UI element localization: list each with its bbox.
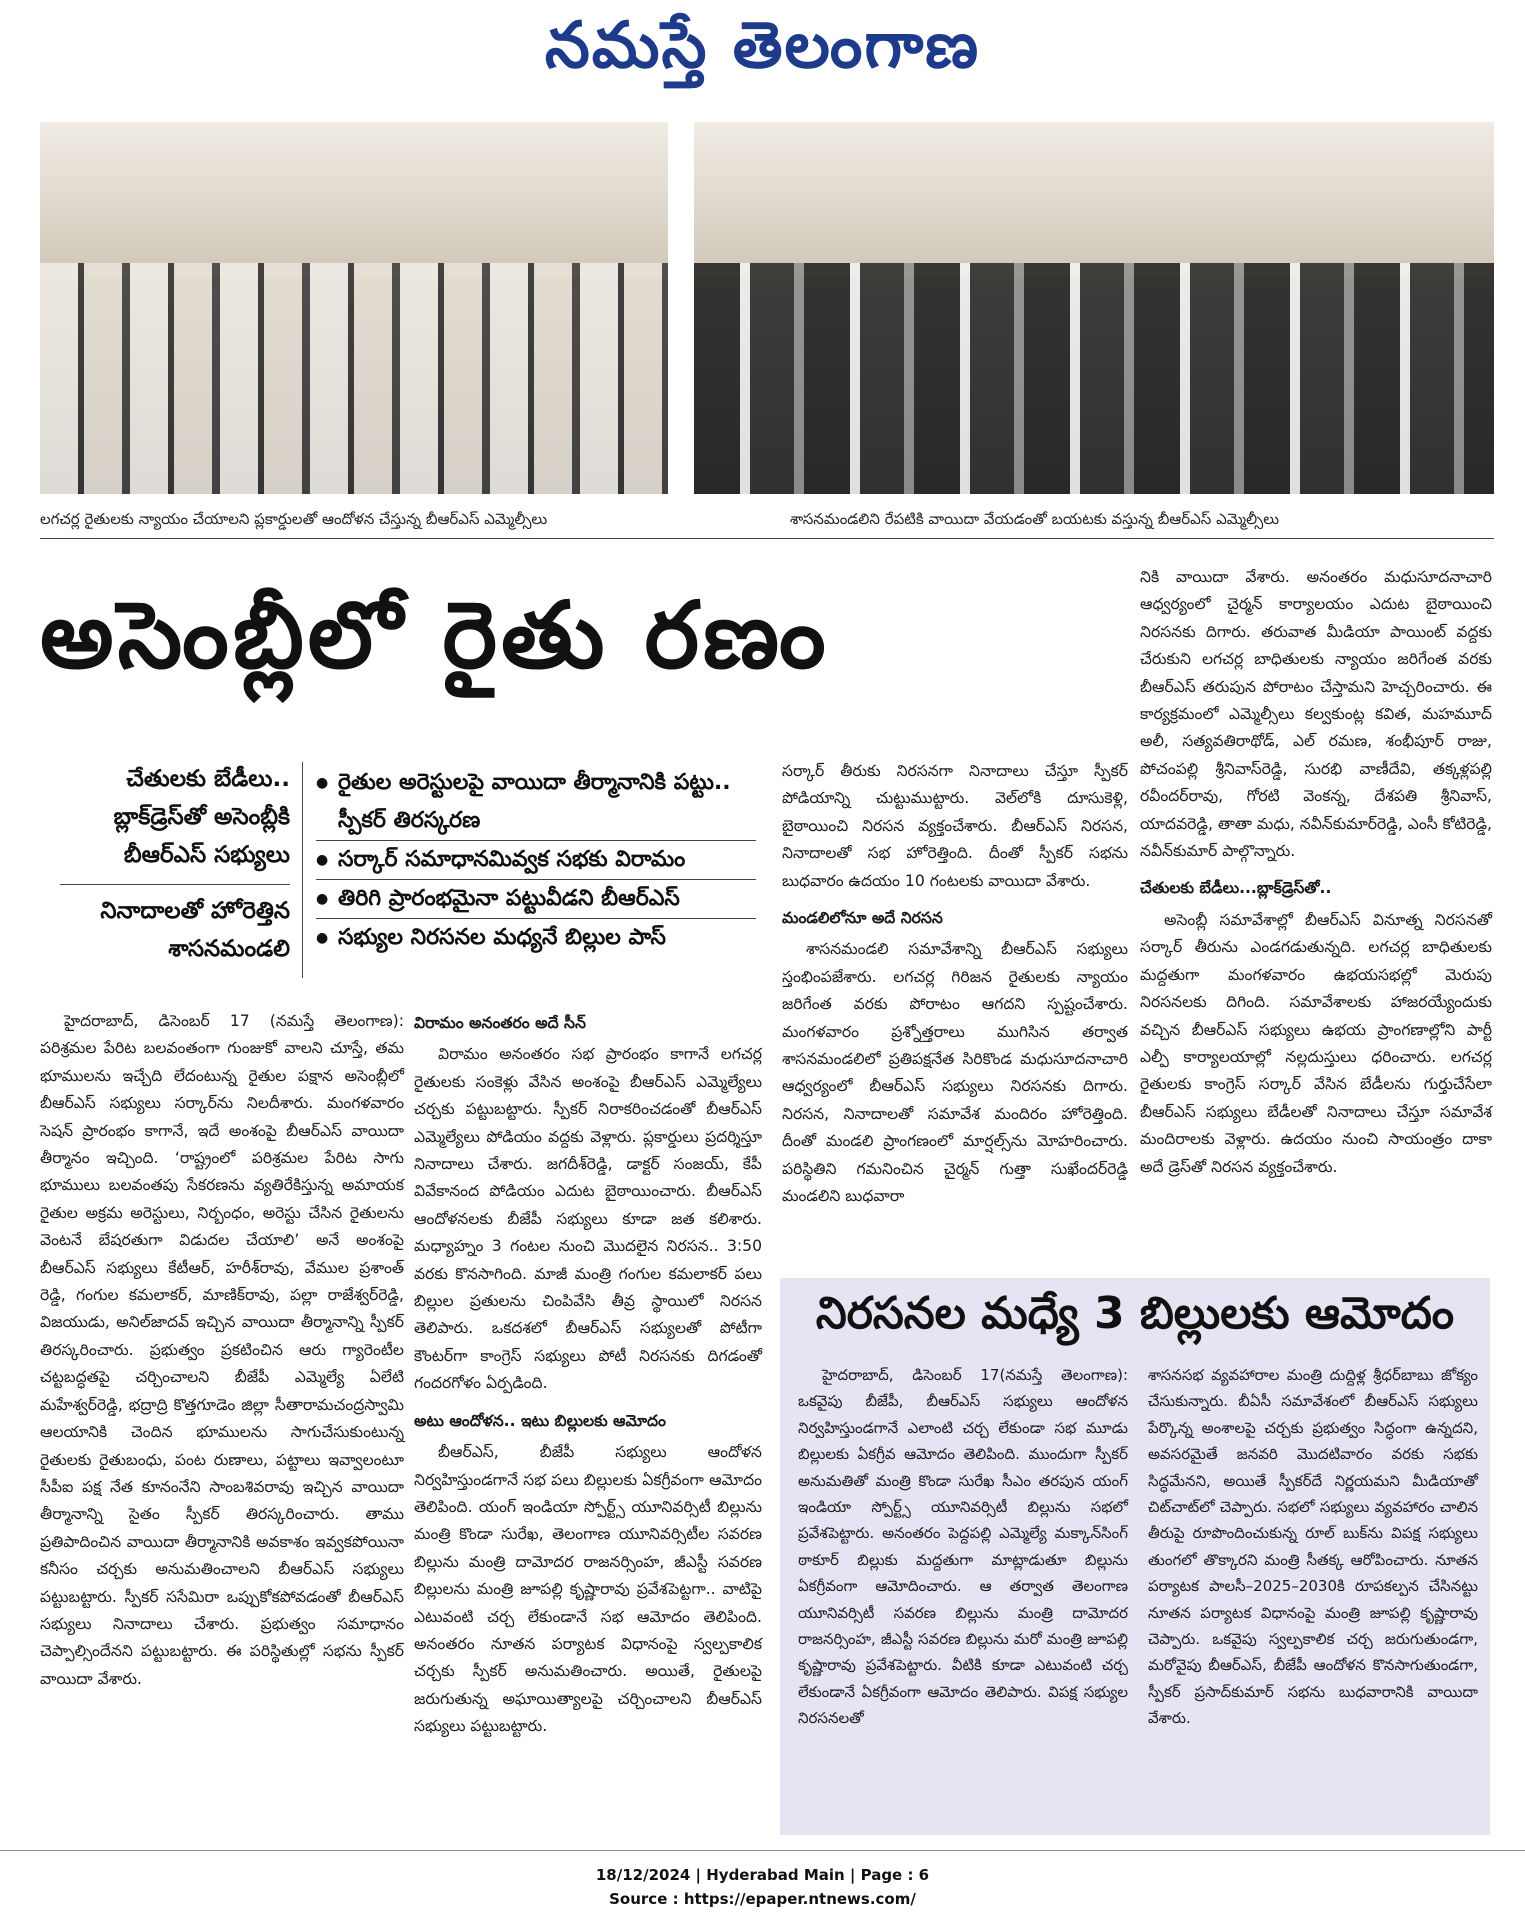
photo-protest-placards: [40, 122, 668, 494]
article-column-4: [1140, 564, 1492, 1181]
boxed-story-column-1: [798, 1362, 1128, 1732]
article-column-2: [414, 1004, 762, 1741]
article-paragraph: నికి వాయిదా వేశారు. అనంతరం మధుసూదనాచారి ఆధ్వర్యంలో చైర్మన్‌ కార్యాలయం ఎదుట బైఠాయించి నిరసనకు దిగారు. తరువాత మీడియా పాయింట్‌ వద్దకు చేరుకుని లగచర్ల బాధితులకు న్యాయం జరిగేంత వరకు బీఆర్‌ఎస్‌ తరుపున పోరాటం చేస్తామని హెచ్చరించారు. ఈ కార్యక్రమంలో ఎమ్మెల్సీలు కల్వకుంట్ల కవిత, మహమూద్‌ అలీ, సత్యవతిరాథోడ్‌, ఎల్‌ రమణ, శంభీపూర్‌ రాజు, పోచంపల్లి శ్రీనివాస్‌రెడ్డి, సురభి వాణీదేవి, తక్కళ్లపల్లి రవీందర్‌రావు, గోరటి వెంకన్న, దేశపతి శ్రీనివాస్‌, యాదవరెడ్డి, తాతా మధు, నవీన్‌కుమార్‌రెడ్డి, ఎంసీ కోటిరెడ్డి, నవీన్‌కుమార్‌ పాల్గొన్నారు.: [1140, 568, 1492, 861]
deck-divider: [302, 762, 303, 978]
deck-left-1: చేతులకు బేడీలు.. బ్లాక్‌డ్రెస్‌తో అసెంబ్లీకి బీఆర్‌ఎస్‌ సభ్యులు: [113, 766, 290, 868]
deck-rule: [60, 884, 290, 885]
boxed-story-paragraph: శాసనసభ వ్యవహారాల మంత్రి దుద్దిళ్ల శ్రీధర్‌బాబు జోక్యం చేసుకున్నారు. బీఏసీ సమావేశంలో బీఆర్‌ఎస్‌ సభ్యులు పేర్కొన్న అంశాలపై చర్చకు ప్రభుత్వం సిద్ధంగా ఉన్నదని, అవసరమైతే జనవరి మొదటివారం వరకు సభకు సిద్ధమేనని, అయితే స్పీకర్‌దే నిర్ణయమని మీడియాతో చిట్‌చాట్‌లో చెప్పారు. సభలో సభ్యులు వ్యవహారం చాలిన తీరుపై రూపొందించుకున్న రూల్‌ బుక్‌ను విపక్ష సభ్యులు తుంగలో తొక్కారని మంత్రి సీతక్క ఆరోపించారు. నూతన పర్యాటక పాలసీ–2025–2030కి రూపకల్పన చేసినట్టు నూతన పర్యాటక విధానంపై మంత్రి జూపల్లి కృష్ణారావు చెప్పారు. ఒకవైపు స్వల్పకాలిక చర్చ జరుగుతుండగా, మరోవైపు బీఆర్‌ఎస్‌, బీజేపీ ఆందోళన కొనసాగుతుండగా, స్పీకర్‌ ప్రసాద్‌కుమార్‌ సభను బుధవారానికి వాయిదా వేశారు.: [1148, 1366, 1478, 1728]
deck-bullet: ● తిరిగి ప్రారంభమైనా పట్టువీడని బీఆర్‌ఎస్‌: [316, 880, 756, 919]
article-subhead: మండలిలోనూ అదే నిరసన: [782, 909, 943, 928]
caption-rule: [40, 538, 1494, 539]
boxed-story-column-2: [1148, 1362, 1478, 1732]
article-column-1: [40, 1008, 404, 1693]
article-subhead: అటు ఆందోళన.. ఇటు బిల్లులకు ఆమోదం: [414, 1411, 666, 1430]
masthead-logo: నమస్తే తెలంగాణ: [544, 8, 981, 83]
boxed-story-paragraph: హైదరాబాద్‌, డిసెంబర్‌ 17(నమస్తే తెలంగాణ): ఒకవైపు బీజేపీ, బీఆర్‌ఎస్‌ సభ్యులు ఆందోళన నిర్వహిస్తుండగానే ఎలాంటి చర్చ లేకుండా సభ మూడు బిల్లులకు ఏకగ్రీవ ఆమోదం తెలిపింది. ముందుగా స్పీకర్‌ అనుమతితో మంత్రి కొండా సురేఖ సీఎం తరపున యంగ్‌ ఇండియా స్పోర్ట్స్‌ యూనివర్సిటీ బిల్లును సభలో ప్రవేశపెట్టారు. అనంతరం పెద్దపల్లి ఎమ్మెల్యే మక్కాన్‌సింగ్‌ ఠాకూర్‌ బిల్లుకు మద్దతుగా మాట్లాడుతూ బిల్లును ఏకగ్రీవంగా ఆమోదించారు. ఆ తర్వాత తెలంగాణ యూనివర్సిటీ సవరణ బిల్లును మంత్రి దామోదర రాజనర్సింహ, జీఎస్టీ సవరణ బిల్లును మరో మంత్రి జూపల్లి కృష్ణారావు ప్రవేశపెట్టారు. వీటికి కూడా ఎటువంటి చర్చ లేకుండానే ఏకగ్రీవంగా ఆమోదం తెలిపారు. విపక్ష సభ్యుల నిరసనలతో: [798, 1366, 1128, 1728]
article-subhead: చేతులకు బేడీలు...బ్లాక్‌డ్రెస్‌తో..: [1140, 879, 1332, 898]
boxed-story-headline: నిరసనల మధ్యే 3 బిల్లులకు ఆమోదం: [815, 1288, 1455, 1339]
article-column-3: [782, 758, 1128, 1211]
article-paragraph: సర్కార్‌ తీరుకు నిరసనగా నినాదాలు చేస్తూ స్పీకర్‌ పోడియాన్ని చుట్టుముట్టారు. వెల్‌లోకి దూసుకెళ్లి, బైఠాయించి నిరసన వ్యక్తంచేశారు. బీఆర్‌ఎస్‌ నిరసన, నినాదాలతో సభ హోరెత్తింది. దీంతో స్పీకర్‌ సభను బుధవారం ఉదయం 10 గంటలకు వాయిదా వేశారు.: [782, 762, 1128, 890]
photo-caption-left: లగచర్ల రైతులకు న్యాయం చేయాలని ప్లకార్డులతో ఆందోళన చేస్తున్న బీఆర్‌ఎస్‌ ఎమ్మెల్సీలు: [40, 510, 548, 528]
article-subhead: విరామం అనంతరం అదే సీన్‌: [414, 1014, 586, 1032]
photo-mlcs-walking-out: [694, 122, 1494, 494]
deck-bullet: ● రైతుల అరెస్టులపై వాయిదా తీర్మానానికి పట్టు.. స్పీకర్‌ తిరస్కరణ: [316, 764, 756, 841]
footer-source: Source : https://epaper.ntnews.com/: [609, 1890, 916, 1908]
article-paragraph: హైదరాబాద్‌, డిసెంబర్‌ 17 (నమస్తే తెలంగాణ): పరిశ్రమల పేరిట బలవంతంగా గుంజుకో వాలని చూస్తే, తమ భూములను ఇచ్చేది లేదంటున్న రైతుల పక్షాన అసెంబ్లీలో బీఆర్‌ఎస్‌ సభ్యులు సర్కార్‌ను నిలదీశారు. మంగళవారం సెషన్‌ ప్రారంభం కాగానే, ఇదే అంశంపై బీఆర్‌ఎస్‌ వాయిదా తీర్మానం ఇచ్చింది. ‘రాష్ట్రంలో పరిశ్రమల పేరిట సాగు భూములు బలవంతపు సేకరణను వ్యతిరేకిస్తున్న అమాయక రైతుల అక్రమ అరెస్టులు, నిర్బంధం, అరెస్టు చేసిన రైతులను వెంటనే బేషరతుగా విడుదల చేయాలి’ అనే అంశంపై బీఆర్‌ఎస్‌ సభ్యులు కేటీఆర్‌, హరీశ్‌రావు, వేముల ప్రశాంత్‌ రెడ్డి, గంగుల కమలాకర్‌, మాణిక్‌రావు, పల్లా రాజేశ్వర్‌రెడ్డి, విజయుడు, అనిల్‌జాదవ్‌ ఇచ్చిన వాయిదా తీర్మానాన్ని స్పీకర్‌ తిరస్కరించారు. ప్రభుత్వం ప్రకటించిన ఆరు గ్యారెంటీల చట్టబద్ధతపై చర్చించాలని బీజేపీ ఎమ్మెల్యే ఏలేటి మహేశ్వర్‌రెడ్డి, భద్రాద్రి కొత్తగూడెం జిల్లా సీతారామచంద్రస్వామి ఆలయానికి చెందిన భూములను సాగుచేసుకుంటున్న రైతులకు రైతుబంధు, పంట రుణాలు, పట్టాలు ఇవ్వాలంటూ సీపీఐ పక్ష నేత కూనంనేని సాంబశివరావు ఇచ్చిన వాయిదా తీర్మానాన్ని సైతం స్పీకర్‌ తిరస్కరించారు. తాము ప్రతిపాదించిన వాయిదా తీర్మానానికి అవకాశం ఇవ్వకపోయినా కనీసం చర్చకు అనుమతించాలని బీఆర్‌ఎస్‌ సభ్యులు పట్టుబట్టారు. స్పీకర్‌ ససేమిరా ఒప్పుకోకపోవడంతో బీఆర్‌ఎస్‌ సభ్యులు నినాదాలు చేశారు. ప్రభుత్వం సమాధానం చెప్పాల్సిందేనని పట్టుబట్టారు. ఈ పరిస్థితుల్లో సభను స్పీకర్‌ వాయిదా వేశారు.: [40, 1012, 404, 1688]
deck-left-2: నినాదాలతో హోరెత్తిన శాసనమండలి: [100, 898, 290, 962]
main-headline: అసెంబ్లీలో రైతు రణం: [40, 582, 830, 689]
footer-date-edition: 18/12/2024 | Hyderabad Main | Page : 6: [595, 1866, 930, 1884]
article-paragraph: విరామం అనంతరం సభ ప్రారంభం కాగానే లగచర్ల రైతులకు సంకెళ్లు వేసిన అంశంపై బీఆర్‌ఎస్‌ ఎమ్మెల్యేలు చర్చకు పట్టుబట్టారు. స్పీకర్‌ నిరాకరించడంతో బీఆర్‌ఎస్‌ ఎమ్మెల్యేలు పోడియం వద్దకు వెళ్లారు. ప్లకార్డులు ప్రదర్శిస్తూ నినాదాలు చేశారు. జగదీశ్‌రెడ్డి, డాక్టర్‌ సంజయ్‌, కేపీ వివేకానంద పోడియం ఎదుట బైఠాయించారు. బీఆర్‌ఎస్‌ ఆందోళనలకు బీజేపీ సభ్యులు కూడా జత కలిశారు. మధ్యాహ్నం 3 గంటల నుంచి మొదలైన నిరసన.. 3:50 వరకు కొనసాగింది. మాజీ మంత్రి గంగుల కమలాకర్‌ పలు బిల్లుల ప్రతులను చింపివేసి తీవ్ర స్థాయిలో నిరసన తెలిపారు. ఒకదశలో బీఆర్‌ఎస్‌ సభ్యులతో పోటీగా కౌంటర్‌గా కాంగ్రెస్‌ సభ్యులు పోటీ నిరసనకు దిగడంతో గందరగోళం ఏర్పడింది.: [414, 1045, 762, 1393]
deck-bullets: [316, 764, 756, 957]
photo-caption-right: శాసనమండలిని రేపటికి వాయిదా వేయడంతో బయటకు వస్తున్న బీఆర్‌ఎస్‌ ఎమ్మెల్సీలు: [790, 510, 1280, 528]
footer-rule: [0, 1850, 1525, 1851]
deck-bullet: ● సభ్యుల నిరసనల మధ్యనే బిల్లుల పాస్‌: [316, 919, 756, 957]
article-paragraph: అసెంబ్లీ సమావేశాల్లో బీఆర్‌ఎస్‌ వినూత్న నిరసనతో సర్కార్‌ తీరును ఎండగడుతున్నది. లగచర్ల బాధితులకు మద్దతుగా మంగళవారం ఉభయసభల్లో మెరుపు నిరసనలకు దిగింది. సమావేశాలకు హాజరయ్యేందుకు వచ్చిన బీఆర్‌ఎస్‌ సభ్యులు ఉభయ ప్రాంగణాల్లోని పార్టీ ఎల్పీ కార్యాలయాల్లో నల్లదుస్తులు ధరించారు. లగచర్ల రైతులకు కాంగ్రెస్‌ సర్కార్‌ వేసిన బేడీలను గుర్తుచేసేలా బీఆర్‌ఎస్‌ సభ్యులు బేడీలతో నినాదాలు చేస్తూ సమావేశ మందిరాలకు వెళ్లారు. ఉదయం నుంచి సాయంత్రం దాకా అదే డ్రెస్‌తో నిరసన వ్యక్తంచేశారు.: [1140, 910, 1492, 1176]
article-paragraph: శాసనమండలి సమావేశాన్ని బీఆర్‌ఎస్‌ సభ్యులు స్తంభింపజేశారు. లగచర్ల గిరిజన రైతులకు న్యాయం జరిగేంత వరకు పోరాటం ఆగదని స్పష్టంచేశారు. మంగళవారం ప్రశ్నోత్తరాలు ముగిసిన తర్వాత శాసనమండలిలో ప్రతిపక్షనేత సిరికొండ మధుసూదనాచారి ఆధ్వర్యంలో బీఆర్‌ఎస్‌ సభ్యులు నిరసనకు దిగారు. నిరసన, నినాదాలతో సమావేశ మందిరం హోరెత్తింది. దీంతో మండలి ప్రాంగణంలో మార్షల్స్‌ను మోహరించారు. పరిస్థితిని గమనించిన చైర్మన్‌ గుత్తా సుఖేందర్‌రెడ్డి మండలిని బుధవారా: [782, 940, 1128, 1206]
article-paragraph: బీఆర్‌ఎస్‌, బీజేపీ సభ్యులు ఆందోళన నిర్వహిస్తుండగానే సభ పలు బిల్లులకు ఏకగ్రీవంగా ఆమోదం తెలిపింది. యంగ్‌ ఇండియా స్పోర్ట్స్‌ యూనివర్సిటీ బిల్లును మంత్రి కొండా సురేఖ, తెలంగాణ యూనివర్సిటీల సవరణ బిల్లును మంత్రి దామోదర రాజనర్సింహ, జీఎస్టీ సవరణ బిల్లులను మంత్రి జూపల్లి కృష్ణారావు ప్రవేశపెట్టగా.. వాటిపై ఎటువంటి చర్చ లేకుండానే సభ ఆమోదం తెలిపింది. అనంతరం నూతన పర్యాటక విధానంపై స్వల్పకాలిక చర్చకు స్పీకర్‌ అనుమతించారు. అయితే, రైతులపై జరుగుతున్న అఘాయిత్యాలపై చర్చించాలని బీఆర్‌ఎస్‌ సభ్యులు పట్టుబట్టారు.: [414, 1443, 762, 1736]
deck-bullet: ● సర్కార్‌ సమాధానమివ్వక సభకు విరామం: [316, 841, 756, 880]
